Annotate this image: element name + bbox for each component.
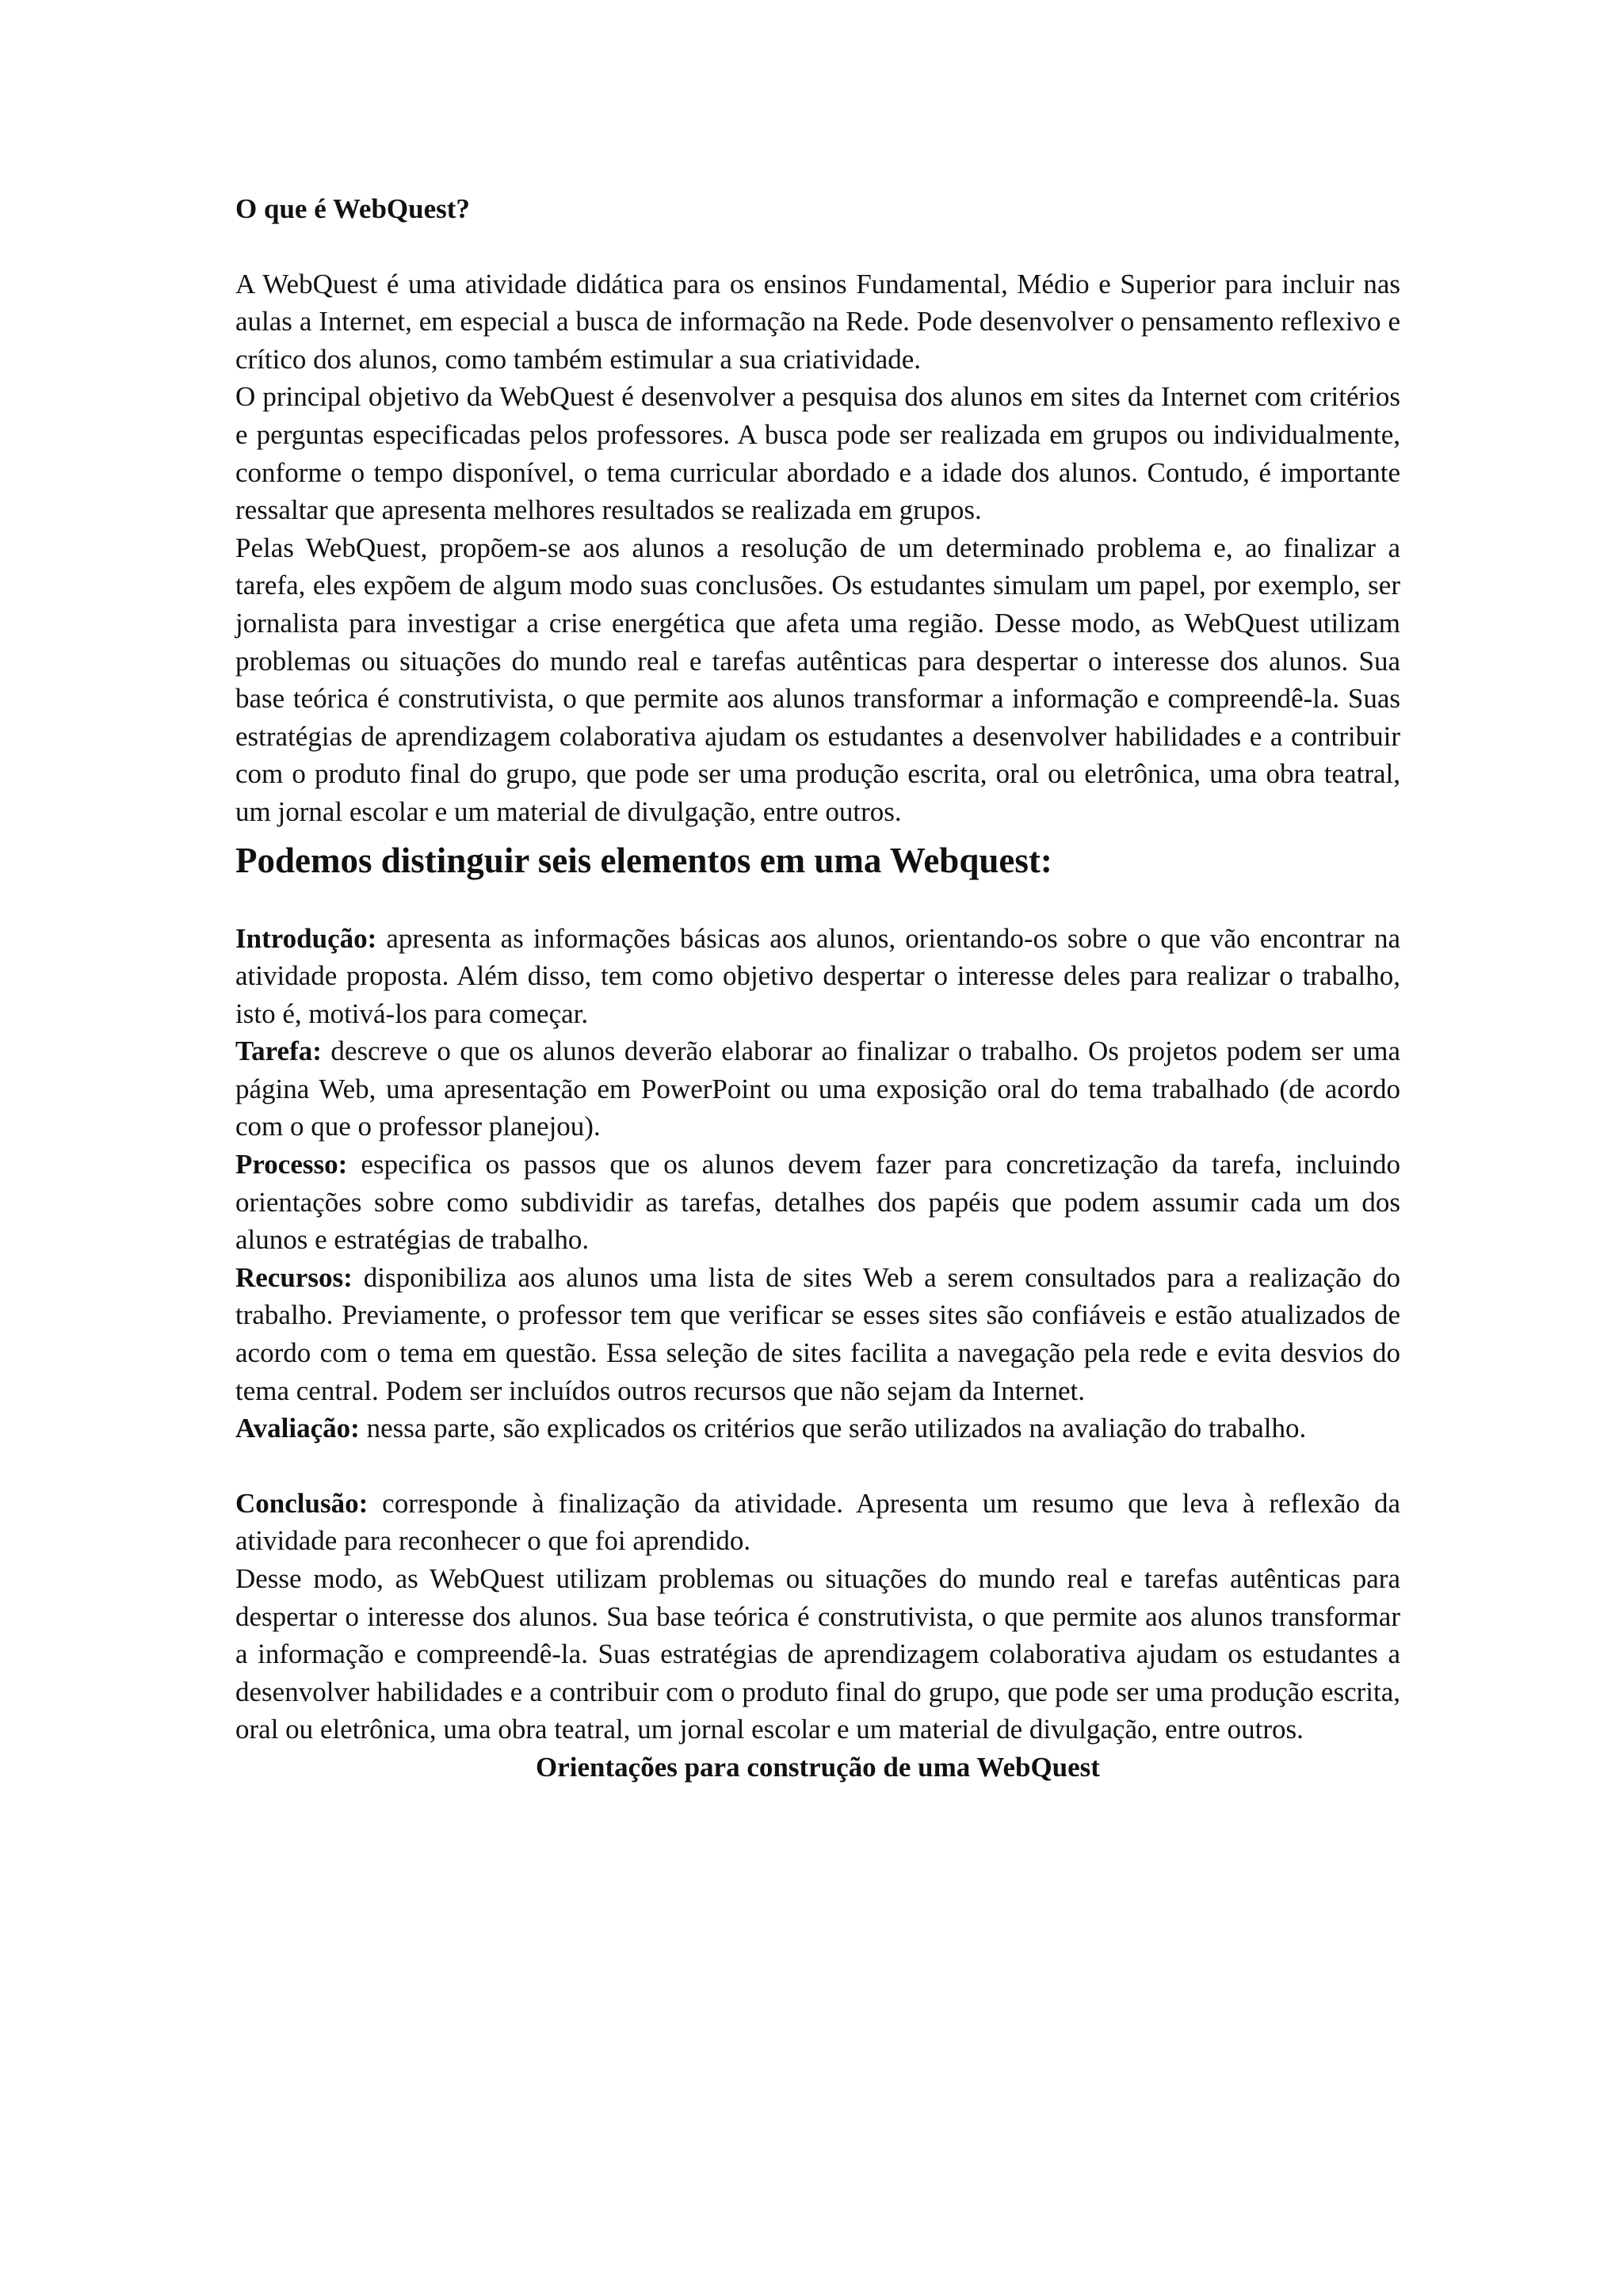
intro-paragraph-3: Pelas WebQuest, propõem-se aos alunos a resolução de um determinado problema e, ao finalizar a tarefa, eles expõem de algum modo suas conclusões. Os estudantes simulam um papel, por exemplo, ser jornalista para investigar a crise energética que afeta uma região. Desse modo, as WebQuest utilizam problemas ou situações do mundo real e tarefas autênticas para despertar o interesse dos alunos. Sua base teórica é construtivista, o que permite aos alunos transformar a informação e compreendê-la. Suas estratégias de aprendizagem colaborativa ajudam os estudantes a desenvolver habilidades e a contribuir com o produto final do grupo, que pode ser uma produção escrita, oral ou eletrônica, uma obra teatral, um jornal escolar e um material de divulgação, entre outros. [235,532,1400,827]
element-term: Conclusão: [235,1487,369,1519]
element-tarefa [235,1032,1400,1146]
element-text: nessa parte, são explicados os critérios que serão utilizados na avaliação do trabalho. [359,1413,1307,1444]
element-conclusao [235,1485,1400,1560]
element-text: apresenta as informações básicas aos alunos, orientando-os sobre o que vão encontrar na atividade proposta. Além disso, tem como objetivo despertar o interesse deles para realizar o trabalho, isto é, motivá-los para começar. [235,922,1400,1029]
element-processo [235,1146,1400,1259]
element-term: Tarefa: [235,1035,322,1067]
closing-paragraph: Desse modo, as WebQuest utilizam problemas ou situações do mundo real e tarefas autênticas para despertar o interesse dos alunos. Sua base teórica é construtivista, o que permite aos alunos transformar a informação e compreendê-la. Suas estratégias de aprendizagem colaborativa ajudam os estudantes a desenvolver habilidades e a contribuir com o produto final do grupo, que pode ser uma produção escrita, oral ou eletrônica, uma obra teatral, um jornal escolar e um material de divulgação, entre outros. [235,1563,1400,1745]
element-text: descreve o que os alunos deverão elaborar ao finalizar o trabalho. Os projetos podem ser uma página Web, uma apresentação em PowerPoint ou uma exposição oral do tema trabalhado (de acordo com o que o professor planejou). [235,1035,1400,1142]
element-introducao [235,920,1400,1033]
element-text: disponibiliza aos alunos uma lista de sites Web a serem consultados para a realização do trabalho. Previamente, o professor tem que verificar se esses sites são confiáveis e estão atualizados de acordo com o tema em questão. Essa seleção de sites facilita a navegação pela rede e evita desvios do tema central. Podem ser incluídos outros recursos que não sejam da Internet. [235,1261,1400,1406]
intro-paragraph-2: O principal objetivo da WebQuest é desenvolver a pesquisa dos alunos em sites da Internet com critérios e perguntas especificadas pelos professores. A busca pode ser realizada em grupos ou individualmente, conforme o tempo disponível, o tema curricular abordado e a idade dos alunos. Contudo, é importante ressaltar que apresenta melhores resultados se realizada em grupos. [235,381,1400,526]
elements-heading: Podemos distinguir seis elementos em uma Webquest: [235,840,1052,880]
element-term: Avaliação: [235,1413,360,1444]
intro-paragraph-1: A WebQuest é uma atividade didática para os ensinos Fundamental, Médio e Superior para incluir nas aulas a Internet, em especial a busca de informação na Rede. Pode desenvolver o pensamento reflexivo e crítico dos alunos, como também estimular a sua criatividade. [235,268,1400,375]
element-term: Introdução: [235,922,377,954]
element-avaliacao [235,1409,1400,1447]
element-term: Recursos: [235,1261,353,1293]
final-heading: Orientações para construção de uma WebQuest [536,1751,1100,1783]
element-term: Processo: [235,1149,348,1180]
document-page [235,190,1400,1787]
element-text: especifica os passos que os alunos devem fazer para concretização da tarefa, incluindo orientações sobre como subdividir as tarefas, detalhes dos papéis que podem assumir cada um dos alunos e estratégias de trabalho. [235,1149,1400,1256]
element-text: corresponde à finalização da atividade. Apresenta um resumo que leva à reflexão da atividade para reconhecer o que foi aprendido. [235,1487,1400,1557]
element-recursos [235,1259,1400,1409]
document-title: O que é WebQuest? [235,193,470,224]
